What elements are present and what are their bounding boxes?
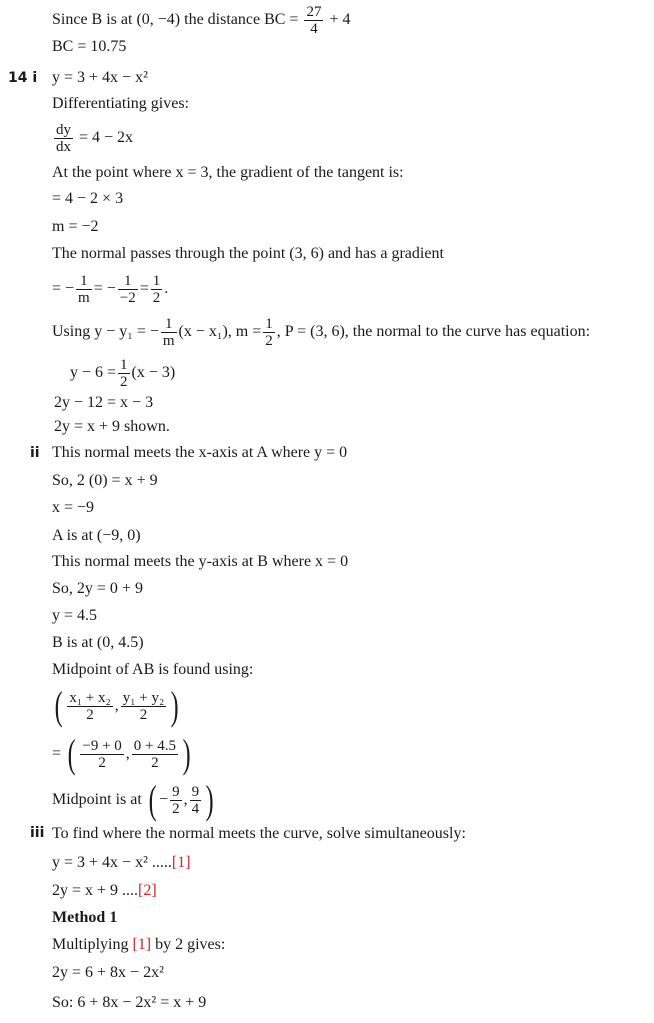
line-y-value: y = 4.5: [52, 607, 98, 624]
line-normal-gradient: = − $\frac{1}{m}$ = − $\frac{1}{-2}$ = $\frac{1}{2}$ .: [52, 273, 169, 306]
line-normal-equation: y − 6 = $\frac{1}{2}$ (x − 3): [70, 357, 176, 390]
line-x-axis-meet: This normal meets the x-axis at A where y = 0: [52, 444, 348, 461]
line-m-value: m = −2: [52, 218, 99, 235]
line-distance-bc: Since B is at (0, −4) the distance BC = $\frac{27}{4}$ + 4: [52, 4, 351, 37]
fraction: $\frac{1}{-2}$: [119, 273, 136, 306]
equation-ref-1: [1]: [171, 854, 191, 871]
line-midpoint-intro: Midpoint of AB is found using:: [52, 661, 254, 678]
fraction: $\frac{0 + 4.5}{2}$: [133, 737, 176, 771]
line-multiplying: Multiplying [1] by 2 gives:: [52, 936, 226, 953]
line-using-formula: Using y − y₁ = − $\frac{1}{m}$ (x − x₁), m = $\frac{1}{2}$ , P = (3, 6), the normal to the curve has equation:: [52, 316, 591, 349]
line-midpoint-formula: ( $\frac{\text{x₁ + x₂}}{2}$ , $\frac{\text{y₁ + y₂}}{2}$ ): [54, 683, 179, 729]
line-sub-x0: So, 2y = 0 + 9: [52, 580, 143, 597]
line-doubled: 2y = 6 + 8x − 2x²: [52, 964, 164, 981]
equation-ref-2: [2]: [138, 882, 157, 899]
line-gradient-calc: = 4 − 2 × 3: [52, 190, 124, 207]
line-midpoint-result: Midpoint is at ( − $\frac{9}{2}$ , $\frac{9}{4}$ ): [52, 777, 214, 823]
fraction: $\frac{1}{m}$: [78, 273, 90, 306]
line-normal-intro: The normal passes through the point (3, 6) and has a gradient: [52, 245, 444, 262]
line-derivative: $\frac{dy}{dx}$ = 4 − 2x: [56, 122, 134, 155]
method-heading: Method 1: [52, 909, 118, 926]
line-gradient-intro: At the point where x = 3, the gradient of the tangent is:: [52, 164, 404, 181]
fraction: $\frac{9}{2}$: [172, 783, 180, 817]
line-equation-1: y = 3 + 4x − x² .....[1]: [52, 854, 191, 871]
line-simultaneous-intro: To find where the normal meets the curve, solve simultaneously:: [52, 825, 466, 842]
fraction: $\frac{\text{x₁ + x₂}}{2}$: [69, 689, 111, 723]
fraction: $\frac{1}{2}$: [152, 273, 161, 306]
fraction: $\frac{27}{4}$: [306, 4, 322, 37]
line-bc-value: BC = 10.75: [52, 38, 127, 55]
fraction: $\frac{-9 + 0}{2}$: [82, 737, 122, 771]
line-equation-2: 2y = x + 9 ....[2]: [52, 882, 157, 899]
line-point-b: B is at (0, 4.5): [52, 634, 144, 651]
dy-dx-fraction: $\frac{dy}{dx}$: [56, 122, 71, 155]
line-shown: 2y = x + 9 shown.: [54, 418, 170, 435]
question-label-14i: 14 i: [8, 70, 38, 86]
line-midpoint-substitution: = ( $\frac{-9 + 0}{2}$ , $\frac{0 + 4.5}{2}$ ): [52, 731, 191, 777]
fraction: $\frac{9}{4}$: [191, 783, 200, 817]
line-sub-y0: So, 2 (0) = x + 9: [52, 472, 158, 489]
line-point-a: A is at (−9, 0): [52, 527, 141, 544]
line-equate: So: 6 + 8x − 2x² = x + 9: [52, 994, 207, 1011]
line-expand: 2y − 12 = x − 3: [54, 394, 154, 411]
fraction: $\frac{1}{2}$: [120, 357, 128, 390]
fraction: $\frac{\text{y₁ + y₂}}{2}$: [122, 689, 165, 723]
question-label-iii: iii: [30, 825, 45, 841]
line-x-value: x = −9: [52, 499, 95, 516]
equation-ref-1: [1]: [132, 936, 152, 953]
line-curve-equation: y = 3 + 4x − x²: [52, 69, 148, 86]
line-differentiating: Differentiating gives:: [52, 95, 189, 112]
fraction: $\frac{1}{m}$: [162, 316, 175, 349]
line-y-axis-meet: This normal meets the y-axis at B where x = 0: [52, 553, 349, 570]
question-label-ii: ii: [30, 445, 40, 461]
fraction: $\frac{1}{2}$: [265, 316, 273, 349]
